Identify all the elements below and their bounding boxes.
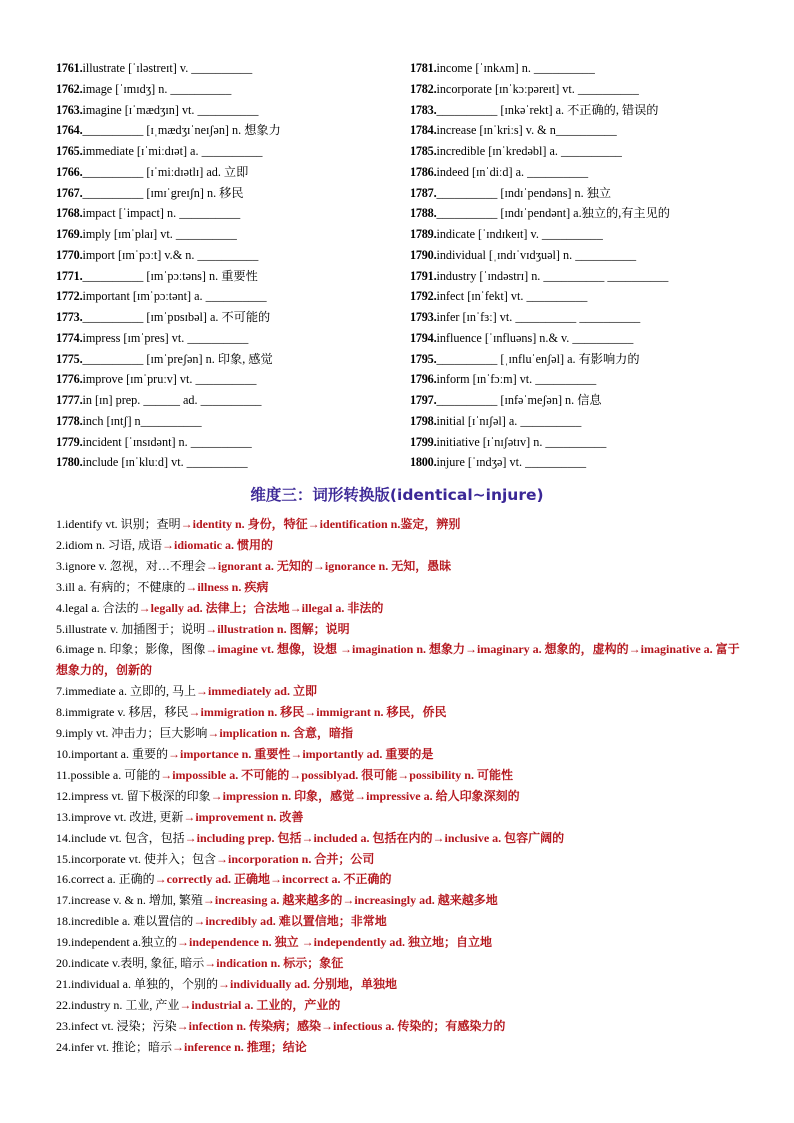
derived-forms: →increasing a. 越来越多的→increasingly ad. 越来越多地 [202,893,498,908]
conversion-item [56,1016,746,1037]
item-text: impact [ˈimpact] n. __________ [82,206,241,221]
item-text: __________ [ˌɪnfluˈenʃəl] a. 有影响力的 [436,351,640,366]
derived-forms: →imagine vt. 想像，设想 →imagination n. 想象力→imaginary a. 想象的，虚构的→imaginative a. 富于想象力的，创新的 [56,642,740,678]
base-word: 20.indicate v.表明, 象征, 暗示 [56,956,205,971]
base-word: 5.illustrate v. 加插图于；说明 [56,621,206,636]
conversion-item [56,598,746,619]
base-word: 6.image n. 印象；影像，图像 [56,642,206,657]
conversion-item [56,639,746,681]
derived-forms: →individually ad. 分别地，单独地 [218,976,398,991]
derived-forms: →indication n. 标示；象征 [204,956,344,971]
vocabulary-item [410,369,756,390]
vocabulary-item [410,245,756,266]
item-number: 1769. [56,227,83,241]
vocabulary-item [410,58,756,79]
item-number: 1774. [56,330,83,345]
conversion-item [56,723,746,744]
item-number: 1762. [56,81,83,96]
derived-forms: →industrial a. 工业的，产业的 [179,997,341,1012]
item-text: improve [ɪmˈpruːv] vt. __________ [82,372,257,387]
vocabulary-item [56,183,410,204]
vocabulary-item [410,79,756,100]
vocabulary-item [56,328,410,349]
derived-forms: →ignorant a. 无知的→ignorance n. 无知，愚昧 [205,558,452,573]
vocabulary-item [56,224,410,245]
vocabulary-item [410,452,756,473]
item-number: 1783. [410,102,437,117]
item-text: illustrate [ˈɪləstreɪt] v. __________ [82,61,253,75]
item-text: increase [ɪnˈkriːs] v. & n__________ [436,123,617,138]
vocabulary-item [56,203,410,224]
base-word: 14.include vt. 包含，包括 [56,830,185,845]
item-text: incredible [ɪnˈkredəbl] a. __________ [436,144,622,158]
item-number: 1766. [56,164,83,179]
item-text: immediate [ɪˈmiːdɪət] a. __________ [82,144,263,158]
vocabulary-item [410,266,756,287]
item-number: 1761. [56,61,83,75]
item-number: 1770. [56,247,83,262]
derived-forms: →correctly ad. 正确地→incorrect a. 不正确的 [154,872,392,887]
item-text: indeed [ɪnˈdiːd] a. __________ [436,164,589,179]
item-text: inch [ɪntʃ] n__________ [82,413,202,428]
conversion-item [56,702,746,723]
item-text: include [ɪnˈkluːd] vt. __________ [82,455,248,470]
derived-forms: →inference n. 推理；结论 [172,1039,307,1054]
derived-forms: →infection n. 传染病；感染→infectious a. 传染的；有感染力的 [176,1018,506,1033]
item-text: influence [ˈɪnfluəns] n.& v. __________ [436,330,634,345]
conversion-item [56,619,746,640]
base-word: 17.increase v. & n. 增加, 繁殖 [56,893,203,908]
item-number: 1790. [410,247,437,262]
item-number: 1773. [56,310,83,324]
conversion-item [56,1037,746,1058]
vocabulary-item [56,369,410,390]
base-word: 21.individual a. 单独的，个别的 [56,976,218,991]
vocabulary-item [56,79,410,100]
derived-forms: →idiomatic a. 惯用的 [162,537,274,552]
vocabulary-item [56,390,410,411]
conversion-item [56,869,746,890]
base-word: 16.correct a. 正确的 [56,872,155,887]
vocabulary-item [410,307,756,328]
base-word: 3.ignore v. 忽视，对…不理会 [56,558,206,573]
item-number: 1798. [410,413,437,428]
conversion-item [56,577,746,598]
vocabulary-item [56,245,410,266]
vocabulary-item [410,411,756,432]
item-number: 1787. [410,185,437,200]
conversion-item [56,514,746,535]
item-text: indicate [ˈɪndɪkeɪt] v. __________ [436,227,603,241]
conversion-item [56,932,746,953]
item-number: 1765. [56,144,83,158]
conversion-item [56,849,746,870]
vocabulary-item [410,203,756,224]
item-number: 1792. [410,289,437,304]
base-word: 18.incredible a. 难以置信的 [56,914,194,929]
item-number: 1772. [56,289,83,304]
conversion-item [56,974,746,995]
conversion-item [56,765,746,786]
word-form-conversion-list [56,514,746,1058]
item-text: initiative [ɪˈnɪʃətɪv] n. __________ [436,434,607,449]
item-number: 1785. [410,144,437,158]
vocabulary-item [410,328,756,349]
item-number: 1795. [410,351,437,366]
item-number: 1789. [410,227,437,241]
vocabulary-item [410,100,756,121]
base-word: 4.legal a. 合法的 [56,600,139,615]
item-number: 1767. [56,185,83,200]
vocabulary-column-left [56,58,410,473]
base-word: 9.imply vt. 冲击力；巨大影响 [56,726,208,741]
item-text: infer [ɪnˈfɜː] vt. __________ __________ [436,310,641,324]
base-word: 2.idiom n. 习语, 成语 [56,537,163,552]
conversion-item [56,744,746,765]
item-text: imply [ɪmˈplaɪ] vt. __________ [82,227,237,241]
item-text: incident [ˈɪnsɪdənt] n. __________ [82,434,252,449]
section-title: 维度三：词形转换版(identical~injure) [250,486,544,504]
vocabulary-item [410,120,756,141]
item-text: infect [ɪnˈfekt] vt. __________ [436,289,588,304]
vocabulary-item [410,432,756,453]
item-text: import [ɪmˈpɔːt] v.& n. __________ [82,247,259,262]
item-number: 1771. [56,268,83,283]
item-number: 1776. [56,372,83,387]
base-word: 15.incorporate vt. 使并入；包含 [56,851,216,866]
item-number: 1797. [410,393,437,407]
item-number: 1786. [410,164,437,179]
derived-forms: →illness n. 疾病 [185,579,269,594]
derived-forms: →incorporation n. 合并；公司 [215,851,375,866]
vocabulary-item [56,162,410,183]
conversion-item [56,828,746,849]
vocabulary-item [410,162,756,183]
base-word: 8.immigrate v. 移居，移民 [56,705,189,720]
derived-forms: →importance n. 重要性→importantly ad. 重要的是 [168,746,434,761]
conversion-item [56,953,746,974]
vocabulary-item [56,286,410,307]
conversion-item [56,681,746,702]
item-number: 1780. [56,455,83,470]
derived-forms: →incredibly ad. 难以置信地；非常地 [193,914,387,929]
base-word: 22.industry n. 工业, 产业 [56,997,180,1012]
item-number: 1775. [56,351,83,366]
vocabulary-item [56,432,410,453]
item-text: __________ [ɪˌmædʒɪˈneɪʃən] n. 想象力 [82,123,281,138]
item-text: initial [ɪˈnɪʃəl] a. __________ [436,413,582,428]
derived-forms: →immediately ad. 立即 [195,684,317,699]
item-number: 1778. [56,413,83,428]
vocabulary-item [410,390,756,411]
vocabulary-item [410,224,756,245]
item-text: income [ˈɪnkʌm] n. __________ [436,61,595,75]
item-text: __________ [ɪmˈpɔːtəns] n. 重要性 [82,268,258,283]
item-number: 1782. [410,81,437,96]
item-text: __________ [ɪmɪˈgreɪʃn] n. 移民 [82,185,244,200]
vocabulary-list [56,58,756,473]
item-text: __________ [ɪnkəˈrekt] a. 不正确的, 错误的 [436,102,659,117]
derived-forms: →including prep. 包括→included a. 包括在内的→inclusive a. 包容广阔的 [184,830,565,845]
vocabulary-item [56,141,410,162]
item-number: 1796. [410,372,437,387]
base-word: 19.independent a.独立的 [56,935,177,950]
derived-forms: →implication n. 含意，暗指 [207,726,354,741]
derived-forms: →legally ad. 法律上；合法地→illegal a. 非法的 [138,600,384,615]
item-text: __________ [ɪndɪˈpendəns] n. 独立 [436,185,612,200]
item-text: in [ɪn] prep. ______ ad. __________ [82,393,262,407]
conversion-item [56,556,746,577]
item-text: impress [ɪmˈpres] vt. __________ [82,330,249,345]
item-number: 1793. [410,310,437,324]
derived-forms: →independence n. 独立 →independently ad. 独立地；自立地 [176,935,493,950]
derived-forms: →impression n. 印象，感觉→impressive a. 给人印象深刻的 [210,788,520,803]
vocabulary-item [410,286,756,307]
vocabulary-item [56,120,410,141]
derived-forms: →impossible a. 不可能的→possiblyad. 很可能→possibility n. 可能性 [160,767,513,782]
derived-forms: →identity n. 身份，特征→identification n.鉴定，辨别 [180,517,461,531]
base-word: 3.ill a. 有病的；不健康的 [56,579,186,594]
item-text: __________ [ɪmˈpreʃən] n. 印象, 感觉 [82,351,273,366]
base-word: 1.identify vt. 识别；查明 [56,517,181,531]
derived-forms: →illustration n. 图解；说明 [205,621,350,636]
vocabulary-item [410,349,756,370]
base-word: 24.infer vt. 推论；暗示 [56,1039,172,1054]
vocabulary-column-right [410,58,756,473]
item-text: image [ˈɪmɪdʒ] n. __________ [82,81,232,96]
vocabulary-item [56,58,410,79]
item-number: 1800. [410,455,437,470]
item-text: __________ [ɪndɪˈpendənt] a.独立的,有主见的 [436,206,670,221]
conversion-item [56,995,746,1016]
base-word: 11.possible a. 可能的 [56,767,161,782]
item-number: 1788. [410,206,437,221]
item-number: 1763. [56,102,83,117]
item-text: __________ [ɪmˈpɒsɪbəl] a. 不可能的 [82,310,271,324]
vocabulary-item [56,411,410,432]
conversion-item [56,911,746,932]
vocabulary-item [56,452,410,473]
vocabulary-item [410,183,756,204]
base-word: 10.important a. 重要的 [56,746,168,761]
item-number: 1791. [410,268,437,283]
vocabulary-item [56,349,410,370]
vocabulary-item [56,307,410,328]
conversion-item [56,786,746,807]
vocabulary-item [56,100,410,121]
item-text: industry [ˈɪndəstrɪ] n. __________ __________ [436,268,669,283]
item-number: 1781. [410,61,437,75]
derived-forms: →improvement n. 改善 [183,809,304,824]
item-text: __________ [ɪˈmiːdɪətlɪ] ad. 立即 [82,164,249,179]
conversion-item [56,807,746,828]
item-text: individual [ˌɪndɪˈvɪdʒuəl] n. __________ [436,247,637,262]
item-text: __________ [ɪnfəˈmeʃən] n. 信息 [436,393,602,407]
item-number: 1799. [410,434,437,449]
vocabulary-item [410,141,756,162]
base-word: 23.infect vt. 浸染；污染 [56,1018,177,1033]
base-word: 12.impress vt. 留下极深的印象 [56,788,211,803]
item-number: 1777. [56,393,83,407]
vocabulary-item [56,266,410,287]
item-number: 1764. [56,123,83,138]
base-word: 13.improve vt. 改进, 更新 [56,809,184,824]
item-number: 1784. [410,123,437,138]
item-number: 1779. [56,434,83,449]
item-text: imagine [ɪˈmædʒɪn] vt. __________ [82,102,259,117]
conversion-item [56,535,746,556]
derived-forms: →immigration n. 移民→immigrant n. 移民，侨民 [188,705,447,720]
item-text: inform [ɪnˈfɔːm] vt. __________ [436,372,597,387]
conversion-item [56,890,746,911]
item-text: injure [ˈɪndʒə] vt. __________ [436,455,587,470]
base-word: 7.immediate a. 立即的, 马上 [56,684,196,699]
item-text: important [ɪmˈpɔːtənt] a. __________ [82,289,267,304]
item-text: incorporate [ɪnˈkɔːpəreɪt] vt. __________ [436,81,639,96]
item-number: 1794. [410,330,437,345]
item-number: 1768. [56,206,83,221]
